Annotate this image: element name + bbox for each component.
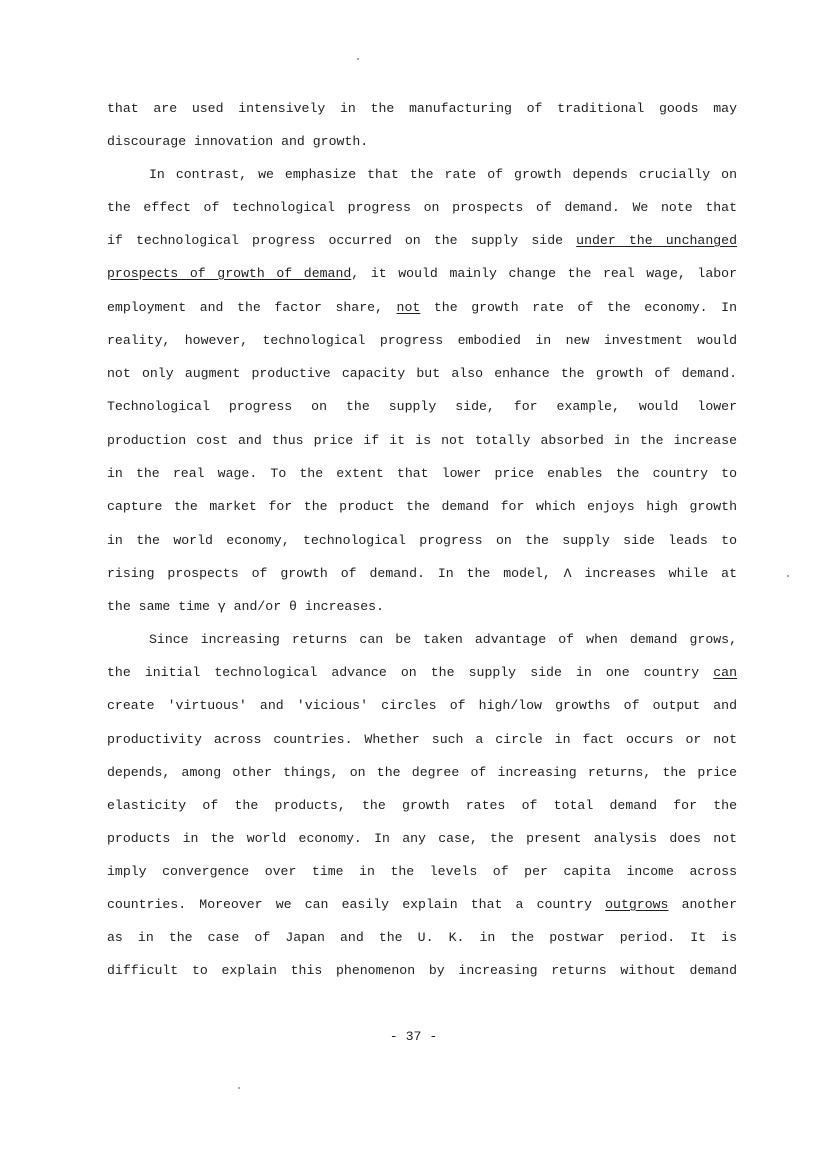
underlined-word: outgrows [605,897,669,912]
text-line: rising prospects of growth of demand. In the model, Λ increases while at [107,566,737,581]
scan-speck-top [357,58,359,60]
text-line: in the world economy, technological progress on the supply side leads to [107,533,737,548]
text-line: in the real wage. To the extent that lower price enables the country to [107,466,737,481]
text-line: the initial technological advance on the supply side in one country can [107,665,737,680]
text-line: Since increasing returns can be taken advantage of when demand grows, [149,632,737,647]
text-line: capture the market for the product the demand for which enjoys high growth [107,499,737,514]
underlined-word: can [713,665,737,680]
text-line: as in the case of Japan and the U. K. in the postwar period. It is [107,930,737,945]
scan-speck-bottom [238,1087,240,1089]
text-line: elasticity of the products, the growth rates of total demand for the [107,798,737,813]
scan-speck-right [787,575,789,577]
text-line: that are used intensively in the manufacturing of traditional goods may [107,101,737,116]
text-line: difficult to explain this phenomenon by increasing returns without demand [107,963,737,978]
text-line: products in the world economy. In any case, the present analysis does not [107,831,737,846]
text-line: depends, among other things, on the degree of increasing returns, the price [107,765,737,780]
text-line: imply convergence over time in the levels of per capita income across [107,864,737,879]
text-line: In contrast, we emphasize that the rate of growth depends crucially on [149,167,737,182]
underlined-phrase: under the unchanged [576,233,737,248]
text-line: Technological progress on the supply side, for example, would lower [107,399,737,414]
text-line: productivity across countries. Whether such a circle in fact occurs or not [107,732,737,747]
text-line: employment and the factor share, not the growth rate of the economy. In [107,300,738,315]
text-line: the same time γ and/or θ increases. [107,599,384,614]
underlined-word: not [396,300,421,315]
text-line: if technological progress occurred on the supply side under the unchanged [107,233,737,248]
underlined-phrase: prospects of growth of demand [107,266,352,281]
text-line: discourage innovation and growth. [107,134,369,149]
text-line: the effect of technological progress on prospects of demand. We note that [107,200,737,215]
text-line: prospects of growth of demand, it would mainly change the real wage, labor [107,266,738,281]
text-line: create 'virtuous' and 'vicious' circles of high/low growths of output and [107,698,737,713]
text-line: not only augment productive capacity but also enhance the growth of demand. [107,366,737,381]
page-number: - 37 - [389,1029,438,1044]
text-line: production cost and thus price if it is not totally absorbed in the increase [107,433,737,448]
text-line: countries. Moreover we can easily explain that a country outgrows another [107,897,737,912]
text-line: reality, however, technological progress embodied in new investment would [107,333,737,348]
